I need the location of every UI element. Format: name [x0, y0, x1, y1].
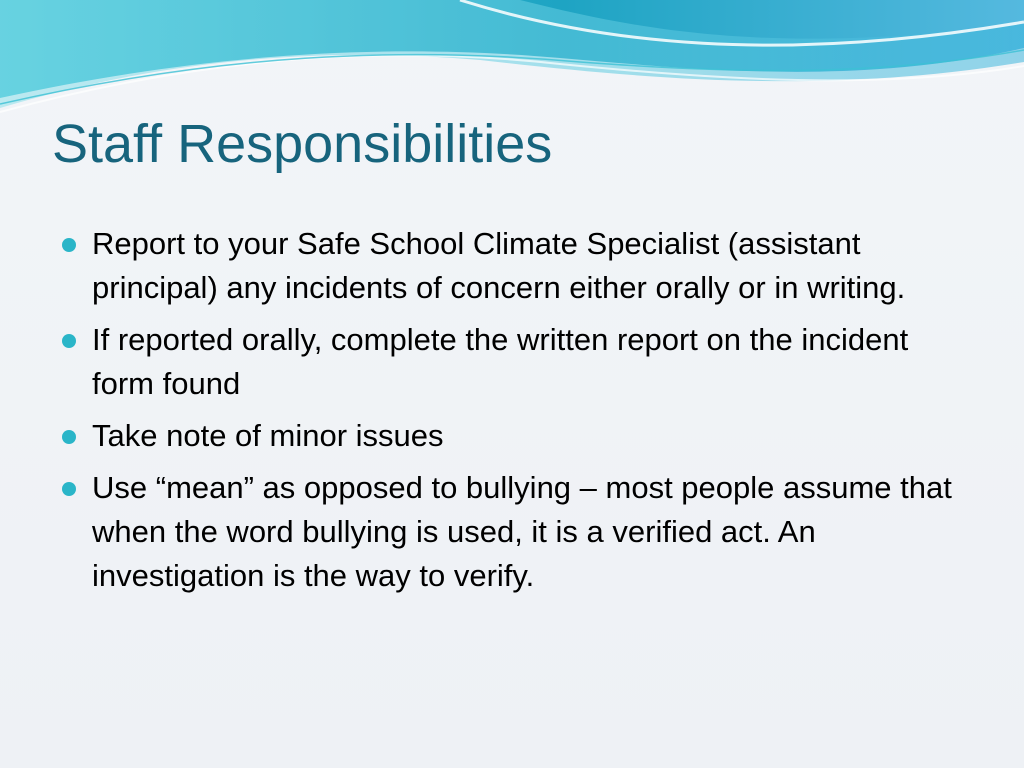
bullet-dot-icon [62, 238, 76, 252]
bullet-text: Take note of minor issues [92, 418, 444, 453]
bullet-dot-icon [62, 334, 76, 348]
bullet-text: Use “mean” as opposed to bullying – most people assume that when the word bullying is used, it is a verified act. An investigation is the way to verify. [92, 470, 952, 593]
bullet-text: If reported orally, complete the written report on the incident form found [92, 322, 909, 401]
list-item [58, 318, 958, 406]
bullet-dot-icon [62, 482, 76, 496]
bullet-dot-icon [62, 430, 76, 444]
slide-title: Staff Responsibilities [52, 114, 553, 174]
header-wave-decoration [0, 0, 1024, 130]
bullet-text: Report to your Safe School Climate Specialist (assistant principal) any incidents of concern either orally or in writing. [92, 226, 906, 305]
list-item [58, 222, 958, 310]
bullet-list [58, 222, 958, 606]
list-item [58, 414, 958, 458]
list-item [58, 466, 958, 598]
